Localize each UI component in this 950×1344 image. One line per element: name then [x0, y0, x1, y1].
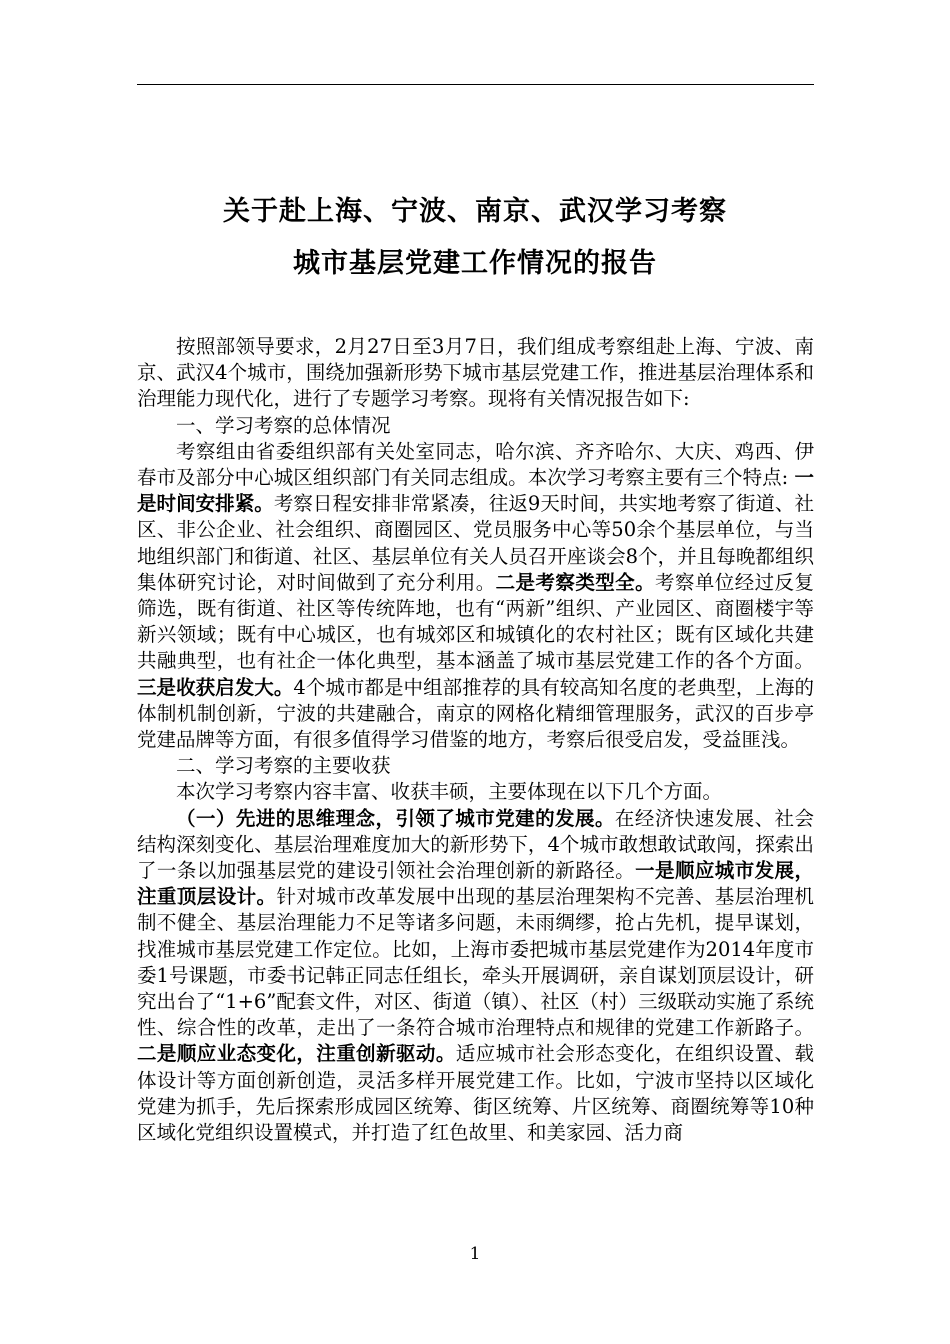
section-2-heading: 二、学习考察的主要收获: [176, 754, 391, 778]
header-rule: [137, 84, 814, 85]
point-3-bold: 三是收获启发大。: [137, 675, 294, 699]
section-2-paragraph: [137, 806, 814, 1147]
subsection-1-heading: （一）先进的思维理念，引领了城市党建的发展。: [176, 806, 615, 830]
subpoint-2-bold: 二是顺应业态变化，注重创新驱动。: [137, 1042, 456, 1066]
section-2-text-a: 在经济快速发展、社会结构深刻变化、基层治理难度加大的新形势下，4个城市敢想敢试敢闯，探索出了一条以加强基层党的建设引领社会治理创新的新路径。: [137, 806, 814, 883]
section-2-text-b: 针对城市改革发展中出现的基层治理架构不完善、基层治理机制不健全、基层治理能力不足等诸多问题，未雨绸缪，抢占先机，提早谋划，找准城市基层党建工作定位。比如，上海市委把城市基层党建作为2014年度市委1号课题，市委书记韩正同志任组长，牵头开展调研，亲自谋划顶层设计，研究出台了“1+6”配套文件，对区、街道（镇）、社区（村）三级联动实施了系统性、综合性的改革，走出了一条符合城市治理特点和规律的党建工作新路子。: [137, 885, 814, 1040]
subpoint-1-bold: 一是顺应城市发展，注重顶层设计。: [137, 859, 814, 909]
section-2-lead: 本次学习考察内容丰富、收获丰硕，主要体现在以下几个方面。: [176, 780, 723, 804]
section-1-heading: 一、学习考察的总体情况: [176, 413, 391, 437]
point-1-bold: 一是时间安排紧。: [137, 466, 814, 516]
report-title-line-1: 关于赴上海、宁波、南京、武汉学习考察: [223, 196, 727, 227]
section-1-text-a: 考察组由省委组织部有关处室同志，哈尔滨、齐齐哈尔、大庆、鸡西、伊春市及部分中心城区组织部门有关同志组成。本次学习考察主要有三个特点:: [137, 439, 814, 490]
section-1-text-c: 考察单位经过反复筛选，既有街道、社区等传统阵地，也有“两新”组织、产业园区、商圈楼宇等新兴领域；既有中心城区，也有城郊区和城镇化的农村社区；既有区域化共建共融典型，也有社企一体化典型，基本涵盖了城市基层党建工作的各个方面。: [137, 570, 814, 673]
section-1-text-b: 考察日程安排非常紧凑，往返9天时间，共实地考察了街道、社区、非公企业、社会组织、商圈园区、党员服务中心等50余个基层单位，与当地组织部门和街道、社区、基层单位有关人员召开座谈会8个，并且每晚都组织集体研究讨论，对时间做到了充分利用。: [137, 492, 814, 594]
point-2-bold: 二是考察类型全。: [495, 570, 656, 594]
section-2-text-c: 适应城市社会形态变化，在组织设置、载体设计等方面创新创造，灵活多样开展党建工作。比如，宁波市坚持以区域化党建为抓手，先后探索形成园区统筹、街区统筹、片区统筹、商圈统筹等10种区域化党组织设置模式，并打造了红色故里、和美家园、活力商: [137, 1042, 814, 1145]
report-body: [137, 334, 814, 1146]
section-1-paragraph: [137, 439, 814, 753]
report-title-line-2: 城市基层党建工作情况的报告: [293, 248, 657, 279]
page-number: 1: [469, 1244, 481, 1264]
section-1-text-d: 4个城市都是中组部推荐的具有较高知名度的老典型，上海的体制机制创新，宁波的共建融合，南京的网格化精细管理服务，武汉的百步亭党建品牌等方面，有很多值得学习借鉴的地方，考察后很受启发，受益匪浅。: [137, 675, 814, 752]
intro-paragraph: 按照部领导要求，2月27日至3月7日，我们组成考察组赴上海、宁波、南京、武汉4个城市，围绕加强新形势下城市基层党建工作，推进基层治理体系和治理能力现代化，进行了专题学习考察。现将有关情况报告如下:: [137, 335, 814, 411]
